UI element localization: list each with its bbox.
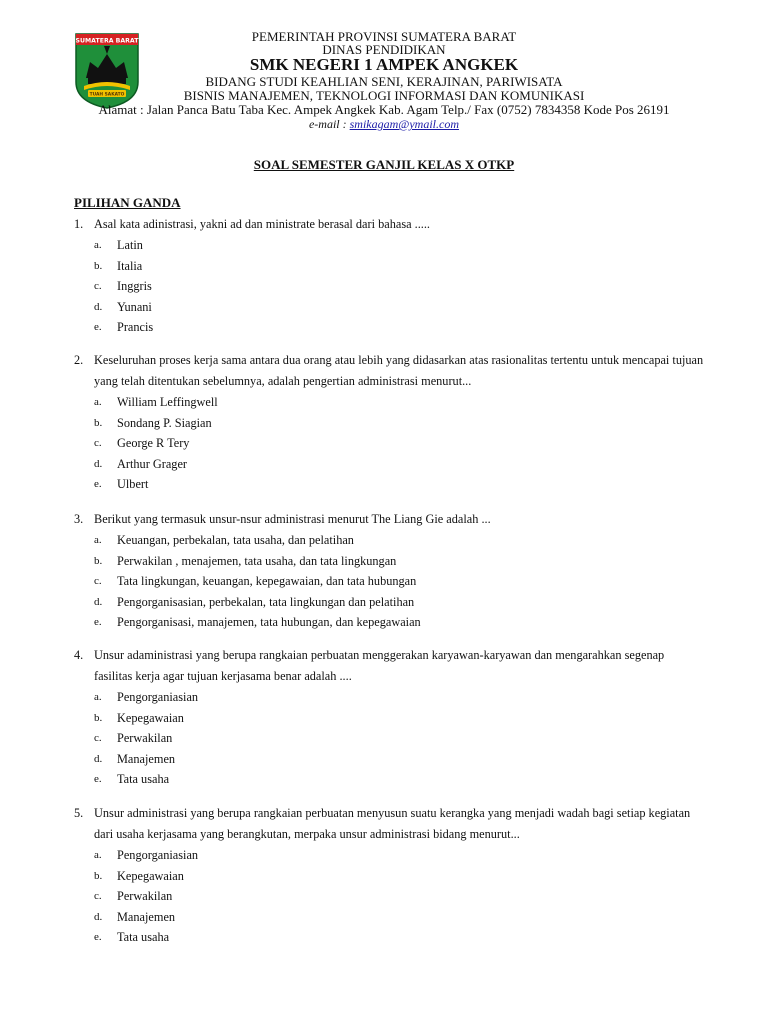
question-2 [74, 350, 704, 495]
option-letter: e. [94, 478, 102, 491]
option-text: Pengorganisasian, perbekalan, tata lingkungan dan pelatihan [117, 594, 415, 609]
option-letter: b. [94, 711, 103, 724]
option-text: George R Tery [117, 436, 190, 451]
header-address: Alamat : Jalan Panca Batu Taba Kec. Ampek Angkek Kab. Agam Telp./ Fax (0752) 7834358 Kode Pos 26191 [98, 102, 670, 117]
option-c [74, 728, 704, 749]
option-text: Sondang P. Siagian [117, 415, 212, 430]
option-list [74, 687, 704, 790]
question-5 [74, 803, 704, 948]
header-school-name: SMK NEGERI 1 AMPEK ANGKEK [249, 55, 519, 74]
option-letter: a. [94, 849, 102, 861]
option-letter: e. [94, 321, 102, 334]
option-text: Perwakilan , menajemen, tata usaha, dan tata lingkungan [117, 553, 397, 568]
option-a [74, 235, 704, 256]
header-government: PEMERINTAH PROVINSI SUMATERA BARAT [251, 29, 517, 44]
option-text: Latin [117, 238, 143, 252]
option-text: Tata usaha [117, 930, 170, 945]
option-e [74, 474, 704, 495]
option-text: Perwakilan [117, 889, 173, 904]
option-text: Pengorganiasian [117, 848, 199, 862]
question-text: Keseluruhan proses kerja sama antara dua orang atau lebih yang didasarkan atas rasionalitas tertentu untuk mencapai tujuan yang telah ditentukan sebelumnya, adalah pengertian administrasi menurut... [94, 353, 704, 388]
option-letter: c. [94, 890, 102, 903]
option-letter: d. [94, 752, 103, 765]
email-label: e-mail : [308, 117, 350, 131]
option-letter: e. [94, 931, 102, 944]
option-list [74, 845, 704, 948]
option-list [74, 392, 704, 495]
option-letter: c. [94, 732, 102, 745]
question-text: Unsur adaministrasi yang berupa rangkaian perbuatan menggerakan karyawan-karyawan dan mengarahkan segenap fasilitas kerja agar tujuan kerjasama benar adalah .... [94, 648, 665, 683]
option-e [74, 317, 704, 338]
option-a [74, 845, 704, 866]
option-b [74, 551, 704, 572]
option-text: Keuangan, perbekalan, tata usaha, dan pelatihan [117, 533, 354, 547]
option-text: Tata lingkungan, keuangan, kepegawaian, dan tata hubungan [117, 574, 417, 589]
option-c [74, 886, 704, 907]
option-letter: c. [94, 437, 102, 450]
section-heading: PILIHAN GANDA [74, 195, 181, 210]
option-c [74, 276, 704, 297]
option-text: Perwakilan [117, 731, 173, 746]
question-text: Asal kata adinistrasi, yakni ad dan ministrate berasal dari bahasa ..... [94, 217, 431, 231]
option-letter: d. [94, 595, 103, 608]
email-link[interactable]: smikagam@ymail.com [349, 117, 459, 131]
question-number: 3. [74, 512, 84, 526]
question-1 [74, 214, 704, 338]
option-d [74, 592, 704, 613]
option-a [74, 687, 704, 708]
option-letter: a. [94, 239, 102, 251]
option-letter: b. [94, 416, 103, 429]
option-text: Italia [117, 258, 143, 273]
option-list [74, 530, 704, 633]
option-list [74, 235, 704, 338]
emblem-ribbon-text: TUAH SAKATO [89, 92, 125, 98]
question-number: 2. [74, 353, 84, 367]
option-a [74, 530, 704, 551]
option-letter: c. [94, 280, 102, 293]
option-d [74, 297, 704, 318]
option-b [74, 413, 704, 434]
question-stem [74, 350, 704, 392]
header-field-1: BIDANG STUDI KEAHLIAN SENI, KERAJINAN, PARIWISATA [205, 74, 563, 89]
option-text: Kepegawaian [117, 710, 184, 725]
option-e [74, 612, 704, 633]
option-text: William Leffingwell [117, 395, 218, 409]
header-department: DINAS PENDIDIKAN [322, 42, 446, 57]
option-b [74, 866, 704, 887]
question-text: Berikut yang termasuk unsur-nsur administrasi menurut The Liang Gie adalah ... [94, 512, 491, 526]
option-text: Manajemen [117, 909, 176, 924]
option-letter: d. [94, 910, 103, 923]
option-text: Manajemen [117, 751, 176, 766]
option-c [74, 571, 704, 592]
header-field-2: BISNIS MANAJEMEN, TEKNOLOGI INFORMASI DAN KOMUNIKASI [183, 88, 585, 103]
question-4 [74, 645, 704, 790]
option-letter: d. [94, 457, 103, 470]
option-letter: c. [94, 575, 102, 588]
question-number: 1. [74, 217, 84, 231]
option-d [74, 749, 704, 770]
exam-title: SOAL SEMESTER GANJIL KELAS X OTKP [253, 157, 515, 172]
option-letter: a. [94, 396, 102, 408]
option-text: Tata usaha [117, 772, 170, 787]
question-stem [74, 509, 704, 530]
question-text: Unsur administrasi yang berupa rangkaian perbuatan menyusun suatu kerangka yang menjadi wadah bagi setiap kegiatan dari usaha kerjasama yang berangkutan, merpaka unsur administrasi bidang menurut... [94, 806, 691, 841]
option-a [74, 392, 704, 413]
option-text: Inggris [117, 279, 152, 294]
option-text: Ulbert [117, 477, 149, 492]
option-e [74, 927, 704, 948]
option-letter: e. [94, 773, 102, 786]
question-stem [74, 214, 704, 235]
option-letter: e. [94, 616, 102, 629]
question-stem [74, 803, 704, 845]
emblem-text: SUMATERA BARAT [75, 37, 139, 45]
question-stem [74, 645, 704, 687]
option-text: Prancis [117, 320, 154, 335]
option-letter: b. [94, 554, 103, 567]
question-number: 5. [74, 806, 84, 820]
option-e [74, 769, 704, 790]
option-text: Pengorganisasi, manajemen, tata hubungan, dan kepegawaian [117, 615, 421, 630]
option-text: Arthur Grager [117, 456, 187, 471]
option-letter: b. [94, 259, 103, 272]
option-letter: a. [94, 534, 102, 546]
option-text: Yunani [117, 299, 152, 314]
option-d [74, 907, 704, 928]
header-email [0, 118, 768, 130]
option-d [74, 454, 704, 475]
option-text: Kepegawaian [117, 868, 184, 883]
option-b [74, 256, 704, 277]
option-text: Pengorganiasian [117, 690, 199, 704]
option-c [74, 433, 704, 454]
question-number: 4. [74, 648, 84, 662]
option-b [74, 708, 704, 729]
option-letter: d. [94, 300, 103, 313]
option-letter: a. [94, 691, 102, 703]
option-letter: b. [94, 869, 103, 882]
question-3 [74, 509, 704, 633]
